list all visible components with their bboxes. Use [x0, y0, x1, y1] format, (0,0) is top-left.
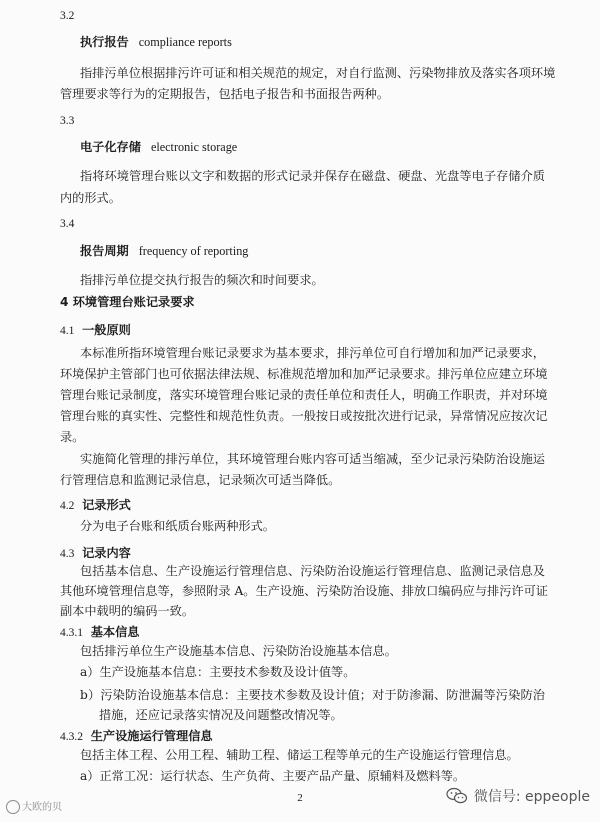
section-4-heading: 4 环境管理台账记录要求	[60, 295, 195, 309]
clause-4-3-1-intro: 包括排污单位生产设施基本信息、污染防治设施基本信息。	[80, 644, 397, 658]
clause-4-1-heading: 4.1 一般原则	[60, 323, 131, 337]
weibo-logo-icon	[6, 800, 20, 814]
wechat-icon	[446, 787, 468, 805]
clause-4-1-para1-line1: 本标准所指环境管理台账记录要求为基本要求，排污单位可自行增加和加严记录要求，	[80, 346, 545, 360]
clause-4-1-para1-line4: 管理台账的真实性、完整性和规范性负责。一般按日或按批次进行记录，异常情况应按次记	[60, 409, 548, 423]
watermark-right: 微信号: eppeople	[446, 786, 590, 806]
clause-4-3-1-item-b-cont: 措施，还应记录落实情况及问题整改情况等。	[99, 708, 343, 722]
page-number: 2	[297, 792, 303, 804]
clause-3-3-number: 3.3	[60, 115, 75, 127]
clause-3-2-definition-cont: 管理要求等行为的定期报告，包括电子报告和书面报告两种。	[60, 87, 390, 101]
clause-4-3-1-heading: 4.3.1 基本信息	[60, 625, 140, 639]
clause-4-3-2-intro: 包括主体工程、公用工程、辅助工程、储运工程等单元的生产设施运行管理信息。	[80, 748, 519, 762]
clause-3-4-definition: 指排污单位提交执行报告的频次和时间要求。	[80, 273, 324, 287]
clause-4-1-para1-line2: 环境保护主管部门也可依据法律法规、标准规范增加和加严记录要求。排污单位应建立环境	[60, 367, 548, 381]
clause-3-3-definition-cont: 内的形式。	[60, 191, 121, 205]
clause-4-2-text: 分为电子台账和纸质台账两种形式。	[80, 519, 275, 533]
clause-3-3-term: 电子化存储 electronic storage	[80, 140, 238, 154]
clause-4-1-para2-line2: 行管理信息和监测记录信息，记录频次可适当降低。	[60, 473, 341, 487]
clause-4-3-2-heading: 4.3.2 生产设施运行管理信息	[60, 729, 213, 743]
clause-4-3-line2: 其他环境管理信息等，参照附录 A。生产设施、污染防治设施、排放口编码应与排污许可证	[60, 584, 548, 598]
clause-4-1-para1-line5: 录。	[60, 430, 85, 444]
clause-4-3-1-item-a: a）生产设施基本信息：主要技术参数及设计值等。	[80, 665, 356, 679]
clause-4-2-heading: 4.2 记录形式	[60, 498, 131, 512]
clause-3-4-number: 3.4	[60, 218, 75, 230]
clause-3-2-term: 执行报告 compliance reports	[80, 35, 232, 49]
clause-4-3-heading: 4.3 记录内容	[60, 546, 131, 560]
clause-3-4-term: 报告周期 frequency of reporting	[80, 244, 249, 258]
clause-4-3-line1: 包括基本信息、生产设施运行管理信息、污染防治设施运行管理信息、监测记录信息及	[80, 564, 545, 578]
clause-4-1-para1-line3: 管理台账记录制度，落实环境管理台账记录的责任单位和责任人，明确工作职责，并对环境	[60, 388, 548, 402]
clause-4-3-2-item-a: a）正常工况：运行状态、生产负荷、主要产品产量、原辅料及燃料等。	[80, 769, 466, 783]
clause-4-3-line3: 副本中载明的编码一致。	[60, 604, 195, 618]
watermark-left: 大欧的贝	[6, 798, 62, 814]
clause-3-2-number: 3.2	[60, 10, 75, 22]
clause-4-3-1-item-b: b）污染防治设施基本信息：主要技术参数及设计值；对于防渗漏、防泄漏等污染防治	[80, 688, 545, 702]
clause-3-2-definition: 指排污单位根据排污许可证和相关规范的规定，对自行监测、污染物排放及落实各项环境	[80, 66, 556, 80]
clause-3-3-definition: 指将环境管理台账以文字和数据的形式记录并保存在磁盘、硬盘、光盘等电子存储介质	[80, 169, 545, 183]
clause-4-1-para2-line1: 实施简化管理的排污单位，其环境管理台账内容可适当缩减，至少记录污染防治设施运	[80, 452, 545, 466]
